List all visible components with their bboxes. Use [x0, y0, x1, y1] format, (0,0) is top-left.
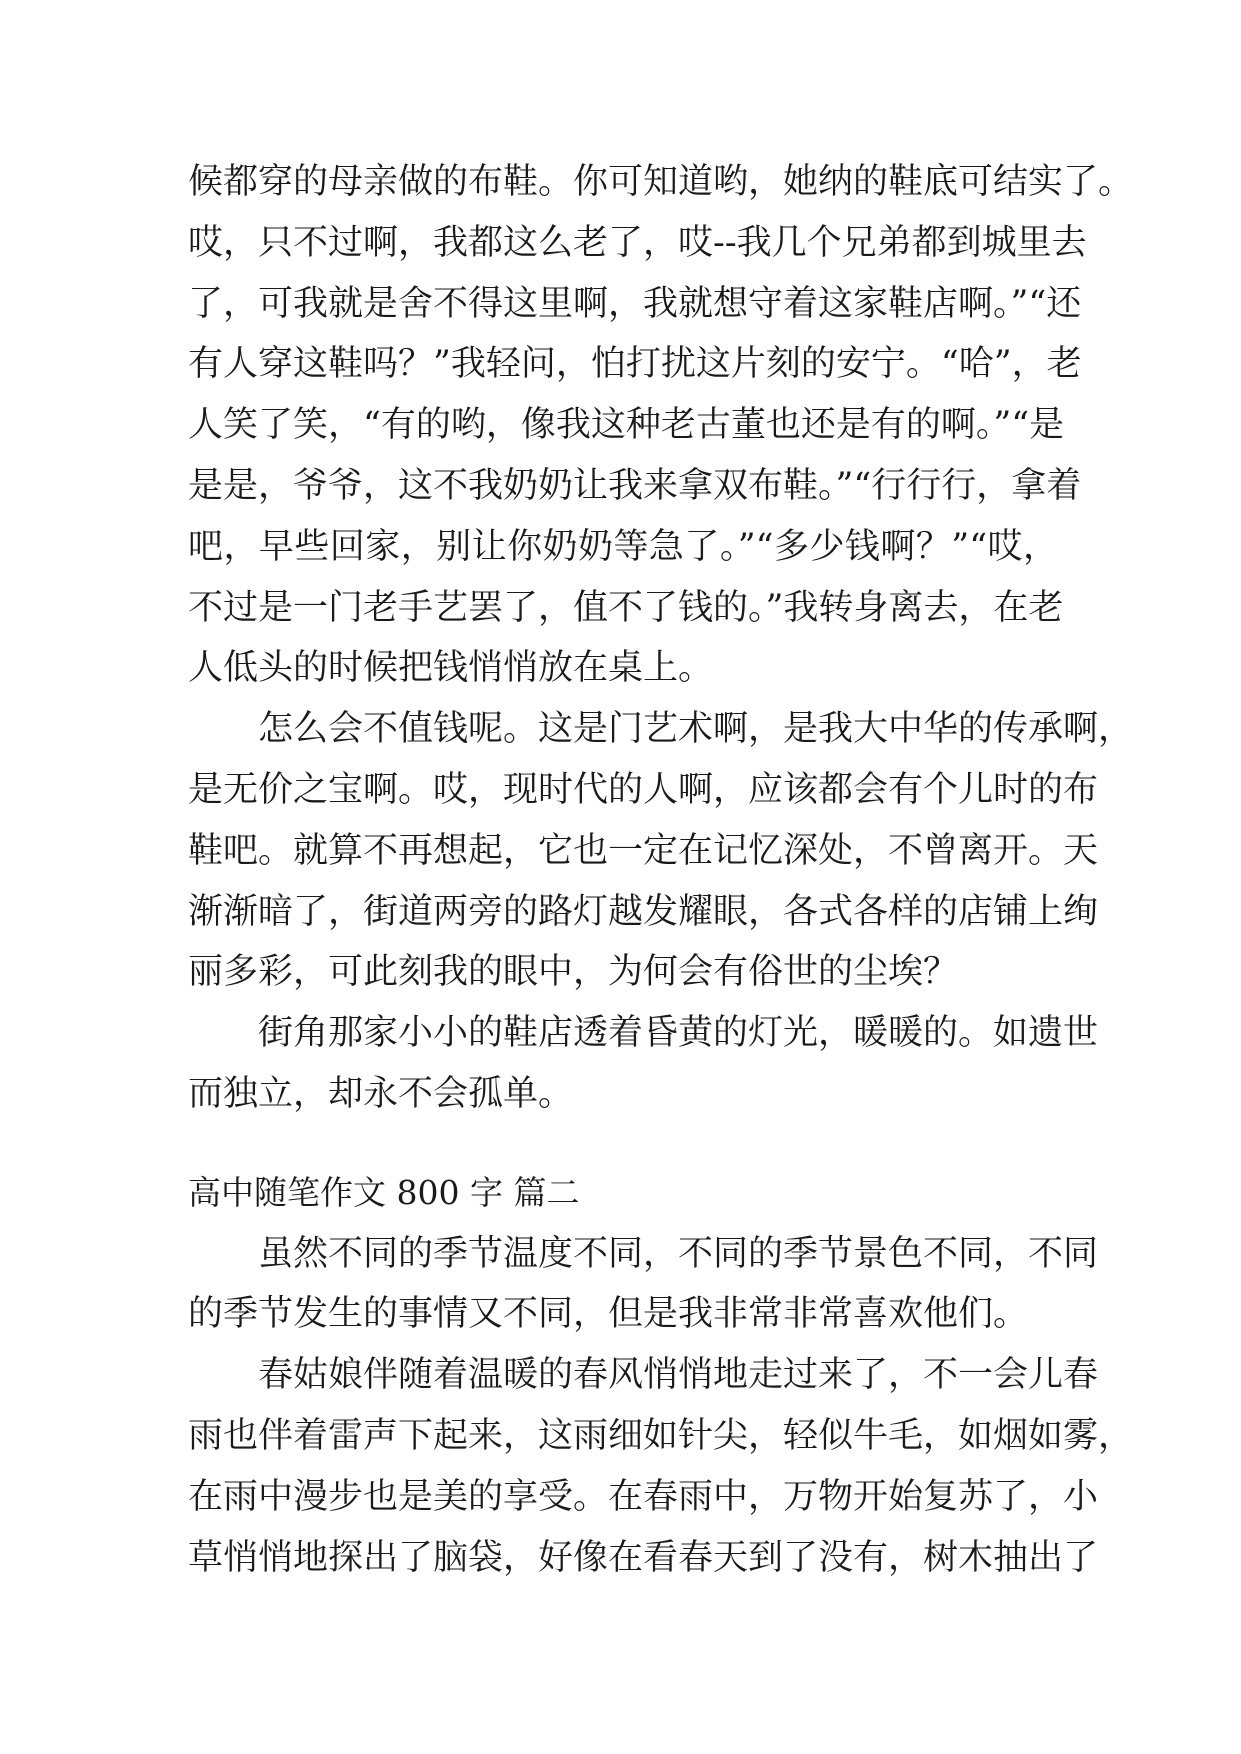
text-line: 不过是一门老手艺罢了，值不了钱的。”我转身离去，在老	[188, 587, 1064, 628]
text-line: 了，可我就是舍不得这里啊，我就想守着这家鞋店啊。”“还	[188, 283, 1082, 324]
section-heading: 高中随笔作文 800 字 篇二	[188, 1172, 580, 1212]
text-line: 雨也伴着雷声下起来，这雨细如针尖，轻似牛毛，如烟如雾，	[188, 1415, 1134, 1456]
text-line: 在雨中漫步也是美的享受。在春雨中，万物开始复苏了，小	[188, 1476, 1099, 1517]
paragraph	[188, 152, 1134, 699]
text-line: 是是，爷爷，这不我奶奶让我来拿双布鞋。”“行行行，拿着	[188, 465, 1082, 506]
text-line: 的季节发生的事情又不同，但是我非常非常喜欢他们。	[188, 1294, 1029, 1335]
paragraph	[188, 1224, 1099, 1346]
text-line: 街角那家小小的鞋店透着昏黄的灯光，暖暖的。如遗世	[258, 1013, 1099, 1054]
text-line: 草悄悄地探出了脑袋，好像在看春天到了没有，树木抽出了	[188, 1537, 1099, 1578]
text-line: 候都穿的母亲做的布鞋。你可知道哟，她纳的鞋底可结实了。	[188, 162, 1134, 202]
text-line: 春姑娘伴随着温暖的春风悄悄地走过来了，不一会儿春	[258, 1355, 1099, 1396]
section-gap	[188, 1125, 1058, 1163]
text-line: 哎，只不过啊，我都这么老了，哎--我几个兄弟都到城里去	[188, 222, 1087, 263]
text-line: 人笑了笑，“有的哟，像我这种老古董也还是有的啊。”“是	[188, 405, 1065, 446]
paragraph	[188, 1345, 1134, 1588]
text-line: 吧，早些回家，别让你奶奶等急了。”“多少钱啊？”“哎，	[188, 526, 1058, 567]
text-line: 人低头的时候把钱悄悄放在桌上。	[188, 648, 714, 689]
text-line: 是无价之宝啊。哎，现时代的人啊，应该都会有个儿时的布	[188, 769, 1099, 810]
text-line: 鞋吧。就算不再想起，它也一定在记忆深处，不曾离开。天	[188, 830, 1099, 871]
document-body	[188, 152, 1134, 1588]
text-line: 虽然不同的季节温度不同，不同的季节景色不同，不同	[258, 1233, 1099, 1274]
paragraph	[188, 1003, 1099, 1125]
text-line: 渐渐暗了，街道两旁的路灯越发耀眼，各式各样的店铺上绚	[188, 891, 1099, 932]
text-line: 丽多彩，可此刻我的眼中，为何会有俗世的尘埃？	[188, 952, 959, 993]
text-line: 怎么会不值钱呢。这是门艺术啊，是我大中华的传承啊，	[258, 709, 1134, 750]
text-line: 而独立，却永不会孤单。	[188, 1073, 574, 1114]
text-line: 有人穿这鞋吗？”我轻问，怕打扰这片刻的安宁。“哈”，老	[188, 344, 1082, 385]
paragraph	[188, 699, 1134, 1003]
